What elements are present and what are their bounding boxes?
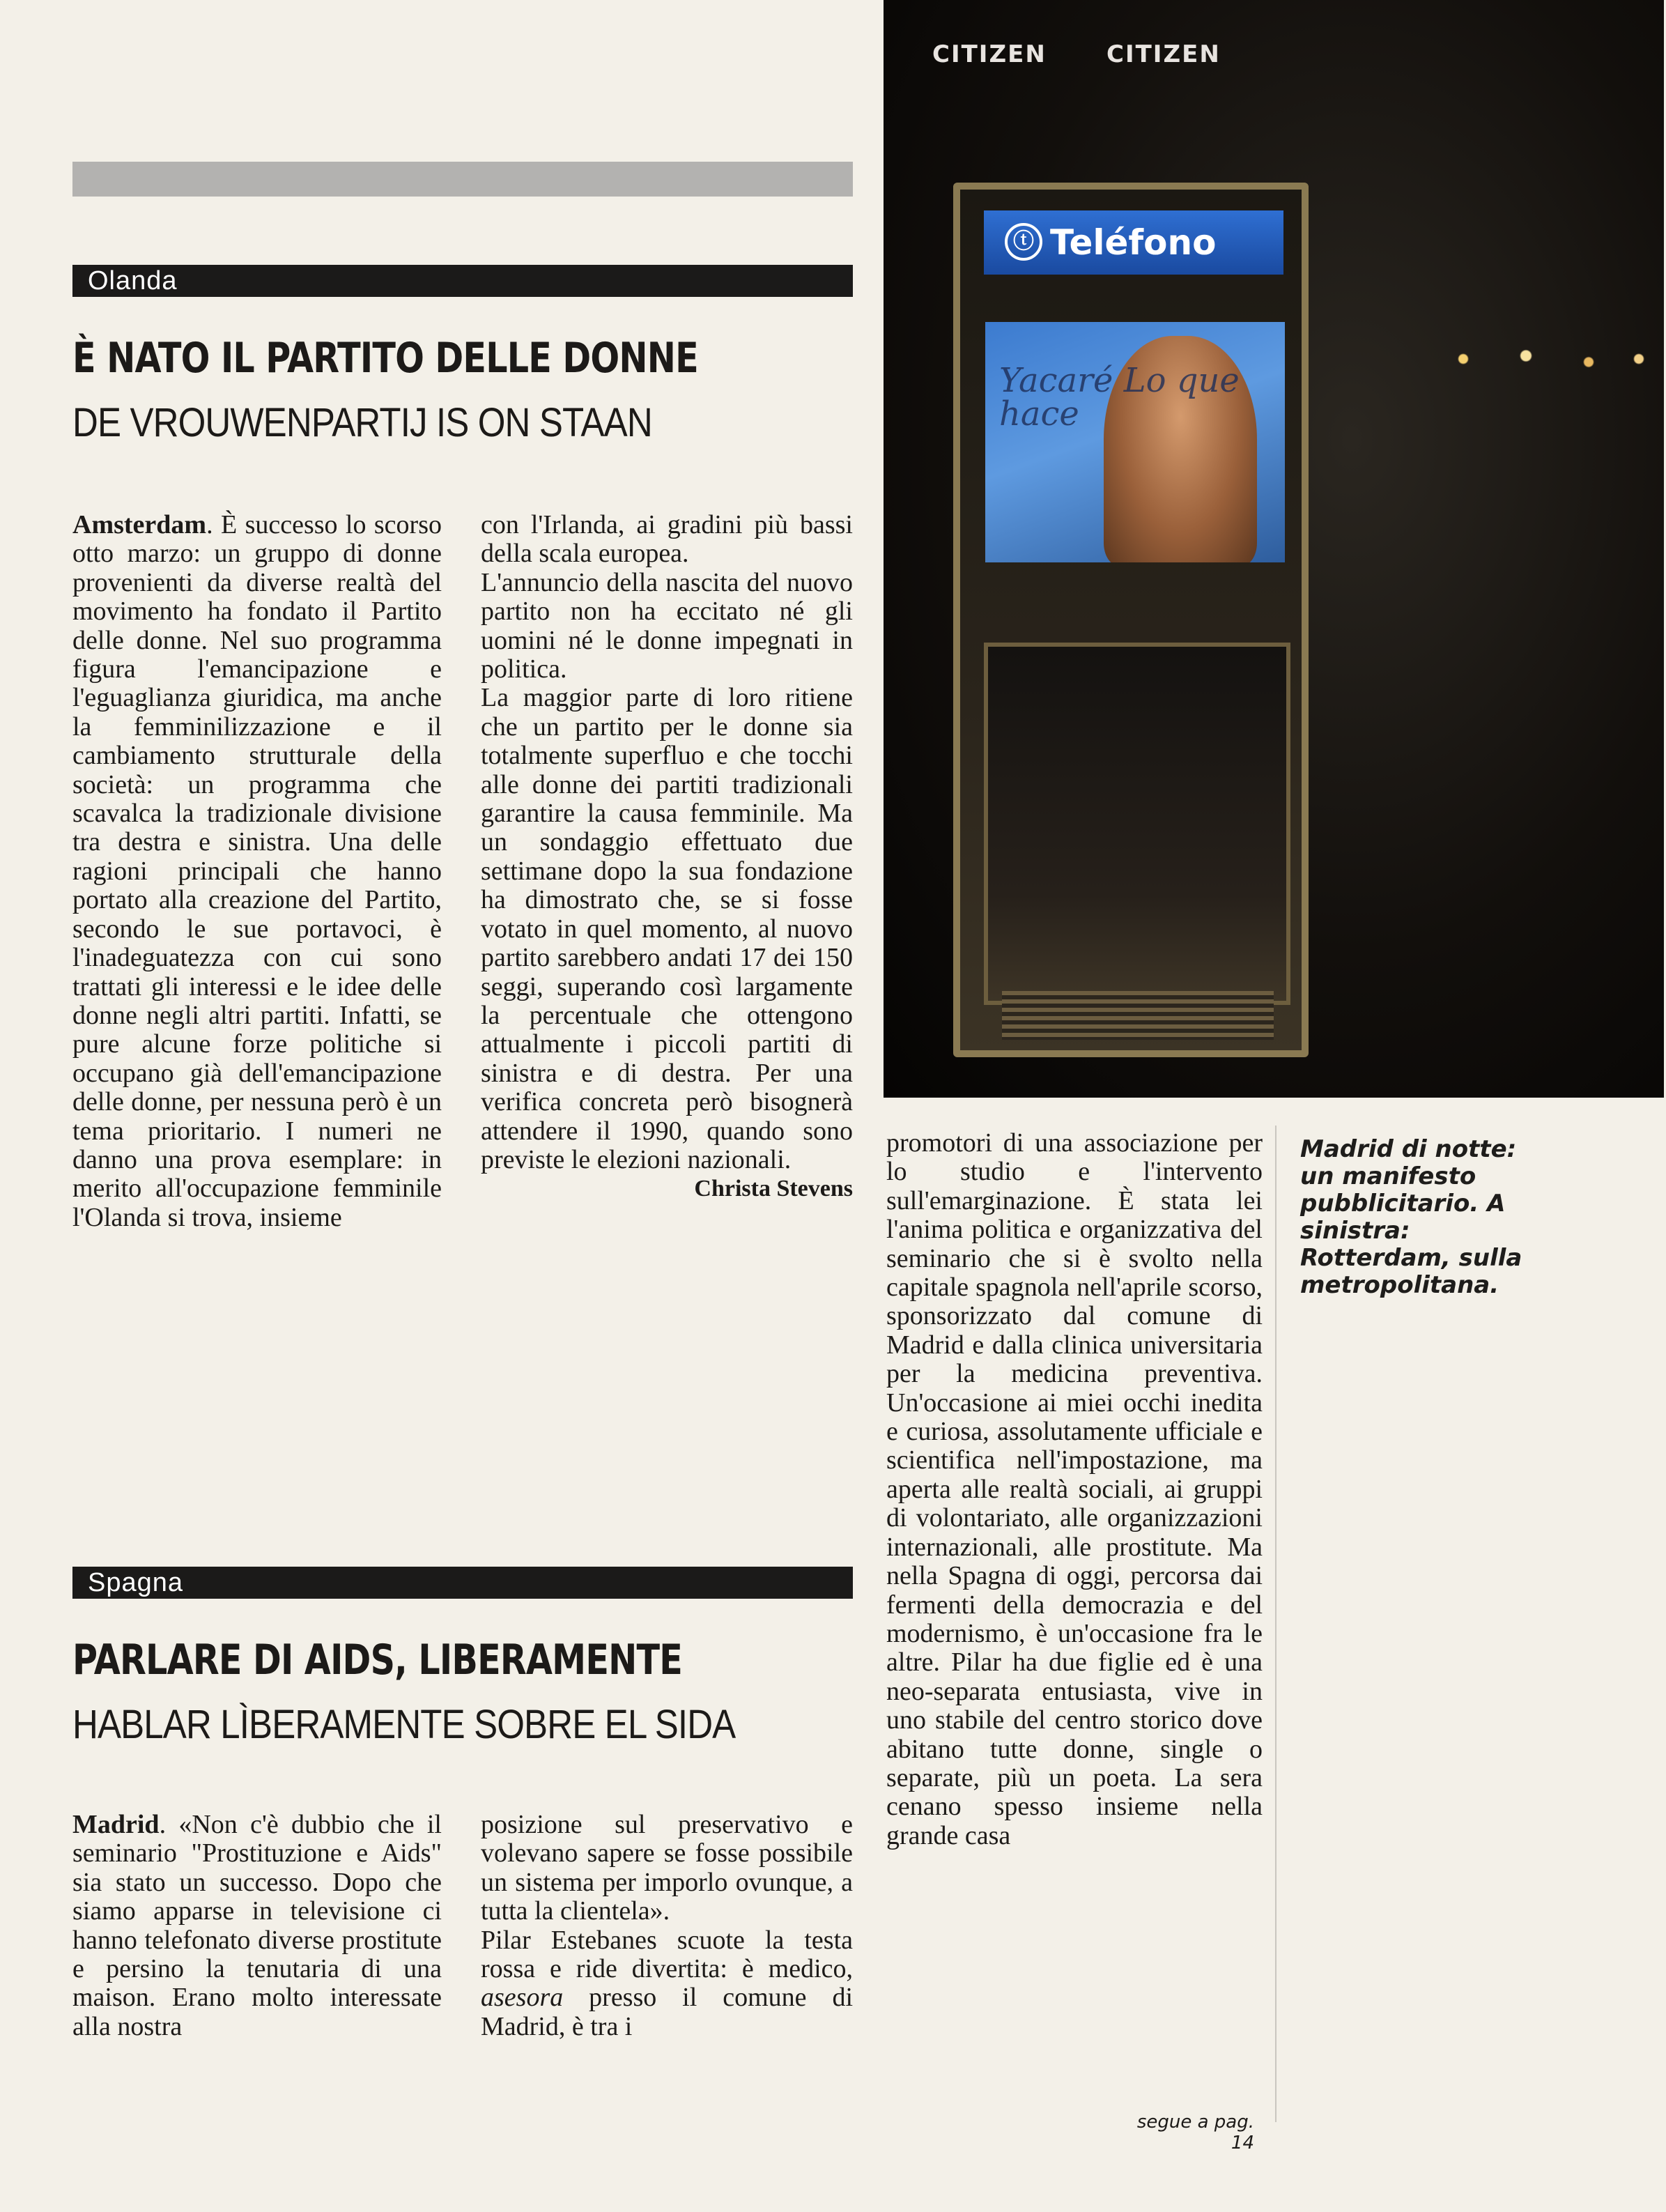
article1-col2-p3: La maggior parte di loro ritiene che un partito per le donne sia totalmente superfluo e che tocchi alle donne dei partiti tradizionali garantire la causa femminile. Ma un sondaggio effettuato due settimane dopo la sua fondazione ha dimostrato che, se si fosse votato in quel momento, al nuovo partito sarebbero andati 17 dei 150 seggi, superando così largamente la percentuale che ottengono attualmente i piccoli partiti di sinistra e di destra. Per una verifica concreta però bisognerà attendere il 1990, quando sono previste le elezioni nazionali.: [481, 683, 853, 1174]
telefono-sign-text: Teléfono: [1050, 222, 1217, 263]
article2-column3: [886, 1129, 1263, 1850]
subhead-spagna: HABLAR LÌBERAMENTE SOBRE EL SIDA: [72, 1702, 736, 1747]
dateline: Amsterdam: [72, 510, 207, 539]
decorative-grey-bar: [72, 162, 853, 197]
article1-column2: [481, 511, 853, 1204]
author-signature: Christa Stevens: [694, 1176, 853, 1202]
headline-olanda: È NATO IL PARTITO DELLE DONNE: [72, 334, 698, 383]
street-lights: [1413, 328, 1664, 390]
caption-divider: [1275, 1126, 1277, 2122]
section-label-spagna: Spagna: [72, 1567, 853, 1599]
citizen-sign: CITIZEN: [1106, 40, 1221, 68]
article2-col2-italic: asesora: [481, 1983, 564, 2013]
article1-column1: [72, 511, 442, 1232]
article2-column2: [481, 1811, 853, 2041]
article2-col3-text: promotori di una associazione per lo studio e l'intervento sull'emarginazione. È stata lei l'anima politica e organizzativa del seminario che si è svolto nella capitale spagnola nell'aprile scorso, sponsorizzato dal comune di Madrid e dalla clinica universitaria per la medicina preventiva. Un'occasione ai miei occhi inedita e curiosa, assolutamente ufficiale e scientifica nell'impostazione, ma aperta alle realtà sociali, ai gruppi di volontariato, alle organizzazioni internazionali, alle prostitute. Ma nella Spagna di oggi, percorsa dai fermenti della democrazia e del modernismo, è un'occasione fra le altre. Pilar ha due figlie ed è una neo-separata entusiasta, vive in uno stabile del centro storico dove abitano tutte donne, single o separate, più un poeta. La sera cenano spesso insieme nella grande casa: [886, 1128, 1263, 1850]
article1-col2-p1: con l'Irlanda, ai gradini più bassi della scala europea.: [481, 510, 853, 569]
article2-col2-p2b: presso il comune di Madrid, è tra i: [481, 1983, 853, 2041]
telefonica-logo-icon: ⓣ: [1005, 223, 1042, 261]
telefono-sign: [984, 210, 1283, 275]
booth-glass-panel: [984, 643, 1290, 1005]
photo-madrid-night: [884, 0, 1664, 1098]
advertising-poster: [985, 322, 1285, 562]
photo-caption: Madrid di notte: un manifesto pubblicitario. A sinistra: Rotterdam, sulla metropolitana.: [1300, 1135, 1522, 1299]
article1-col1-text: . È successo lo scorso otto marzo: un gruppo di donne provenienti da diverse realtà del movimento ha fondato il Partito delle donne. Nel suo programma figura l'emancipazione e l'eguaglianza giuridica, ma anche la femminilizzazione e il cambiamento strutturale della società: un programma che scavalca la tradizionale divisione tra destra e sinistra. Una delle ragioni principali che hanno portato alla creazione del Partito, secondo le sue portavoci, è l'inadeguatezza con cui sono trattati gli interessi e le idee delle donne negli altri partiti. Infatti, se pure alcune forze politiche si occupano già dell'emancipazione delle donne, per nessuna però è un tema prioritario. I numeri ne danno una prova esemplare: in merito all'occupazione femminile l'Olanda si trova, insieme: [72, 510, 442, 1232]
headline-spagna: PARLARE DI AIDS, LIBERAMENTE: [72, 1636, 682, 1684]
article1-col2-p2: L'annuncio della nascita del nuovo partito non ha eccitato né gli uomini né le donne impegnati in politica.: [481, 567, 853, 684]
article2-col2-p2a: Pilar Estebanes scuote la testa rossa e ride divertita: è medico,: [481, 1925, 853, 1984]
article2-col2-p1: posizione sul preservativo e volevano sapere se fosse possibile un sistema per imporlo ovunque, a tutta la clientela».: [481, 1810, 853, 1926]
section-label-olanda: Olanda: [72, 265, 853, 297]
article2-col1-text: . «Non c'è dubbio che il seminario "Prostituzione e Aids" sia stato un successo. Dopo che siamo apparse in televisione ci hanno telefonato diverse prostitute e persino la tenutaria di una maison. Erano molto interessate alla nostra: [72, 1810, 442, 2041]
booth-grate: [1002, 991, 1274, 1040]
poster-text: Yacaré Lo que hace: [999, 361, 1240, 433]
citizen-sign: CITIZEN: [932, 40, 1047, 68]
subhead-olanda: DE VROUWENPARTIJ IS ON STAAN: [72, 400, 652, 445]
continued-footer: segue a pag. 14: [1136, 2112, 1254, 2153]
dateline: Madrid: [72, 1810, 160, 1839]
phone-booth: [953, 183, 1309, 1057]
article2-column1: [72, 1811, 442, 2041]
